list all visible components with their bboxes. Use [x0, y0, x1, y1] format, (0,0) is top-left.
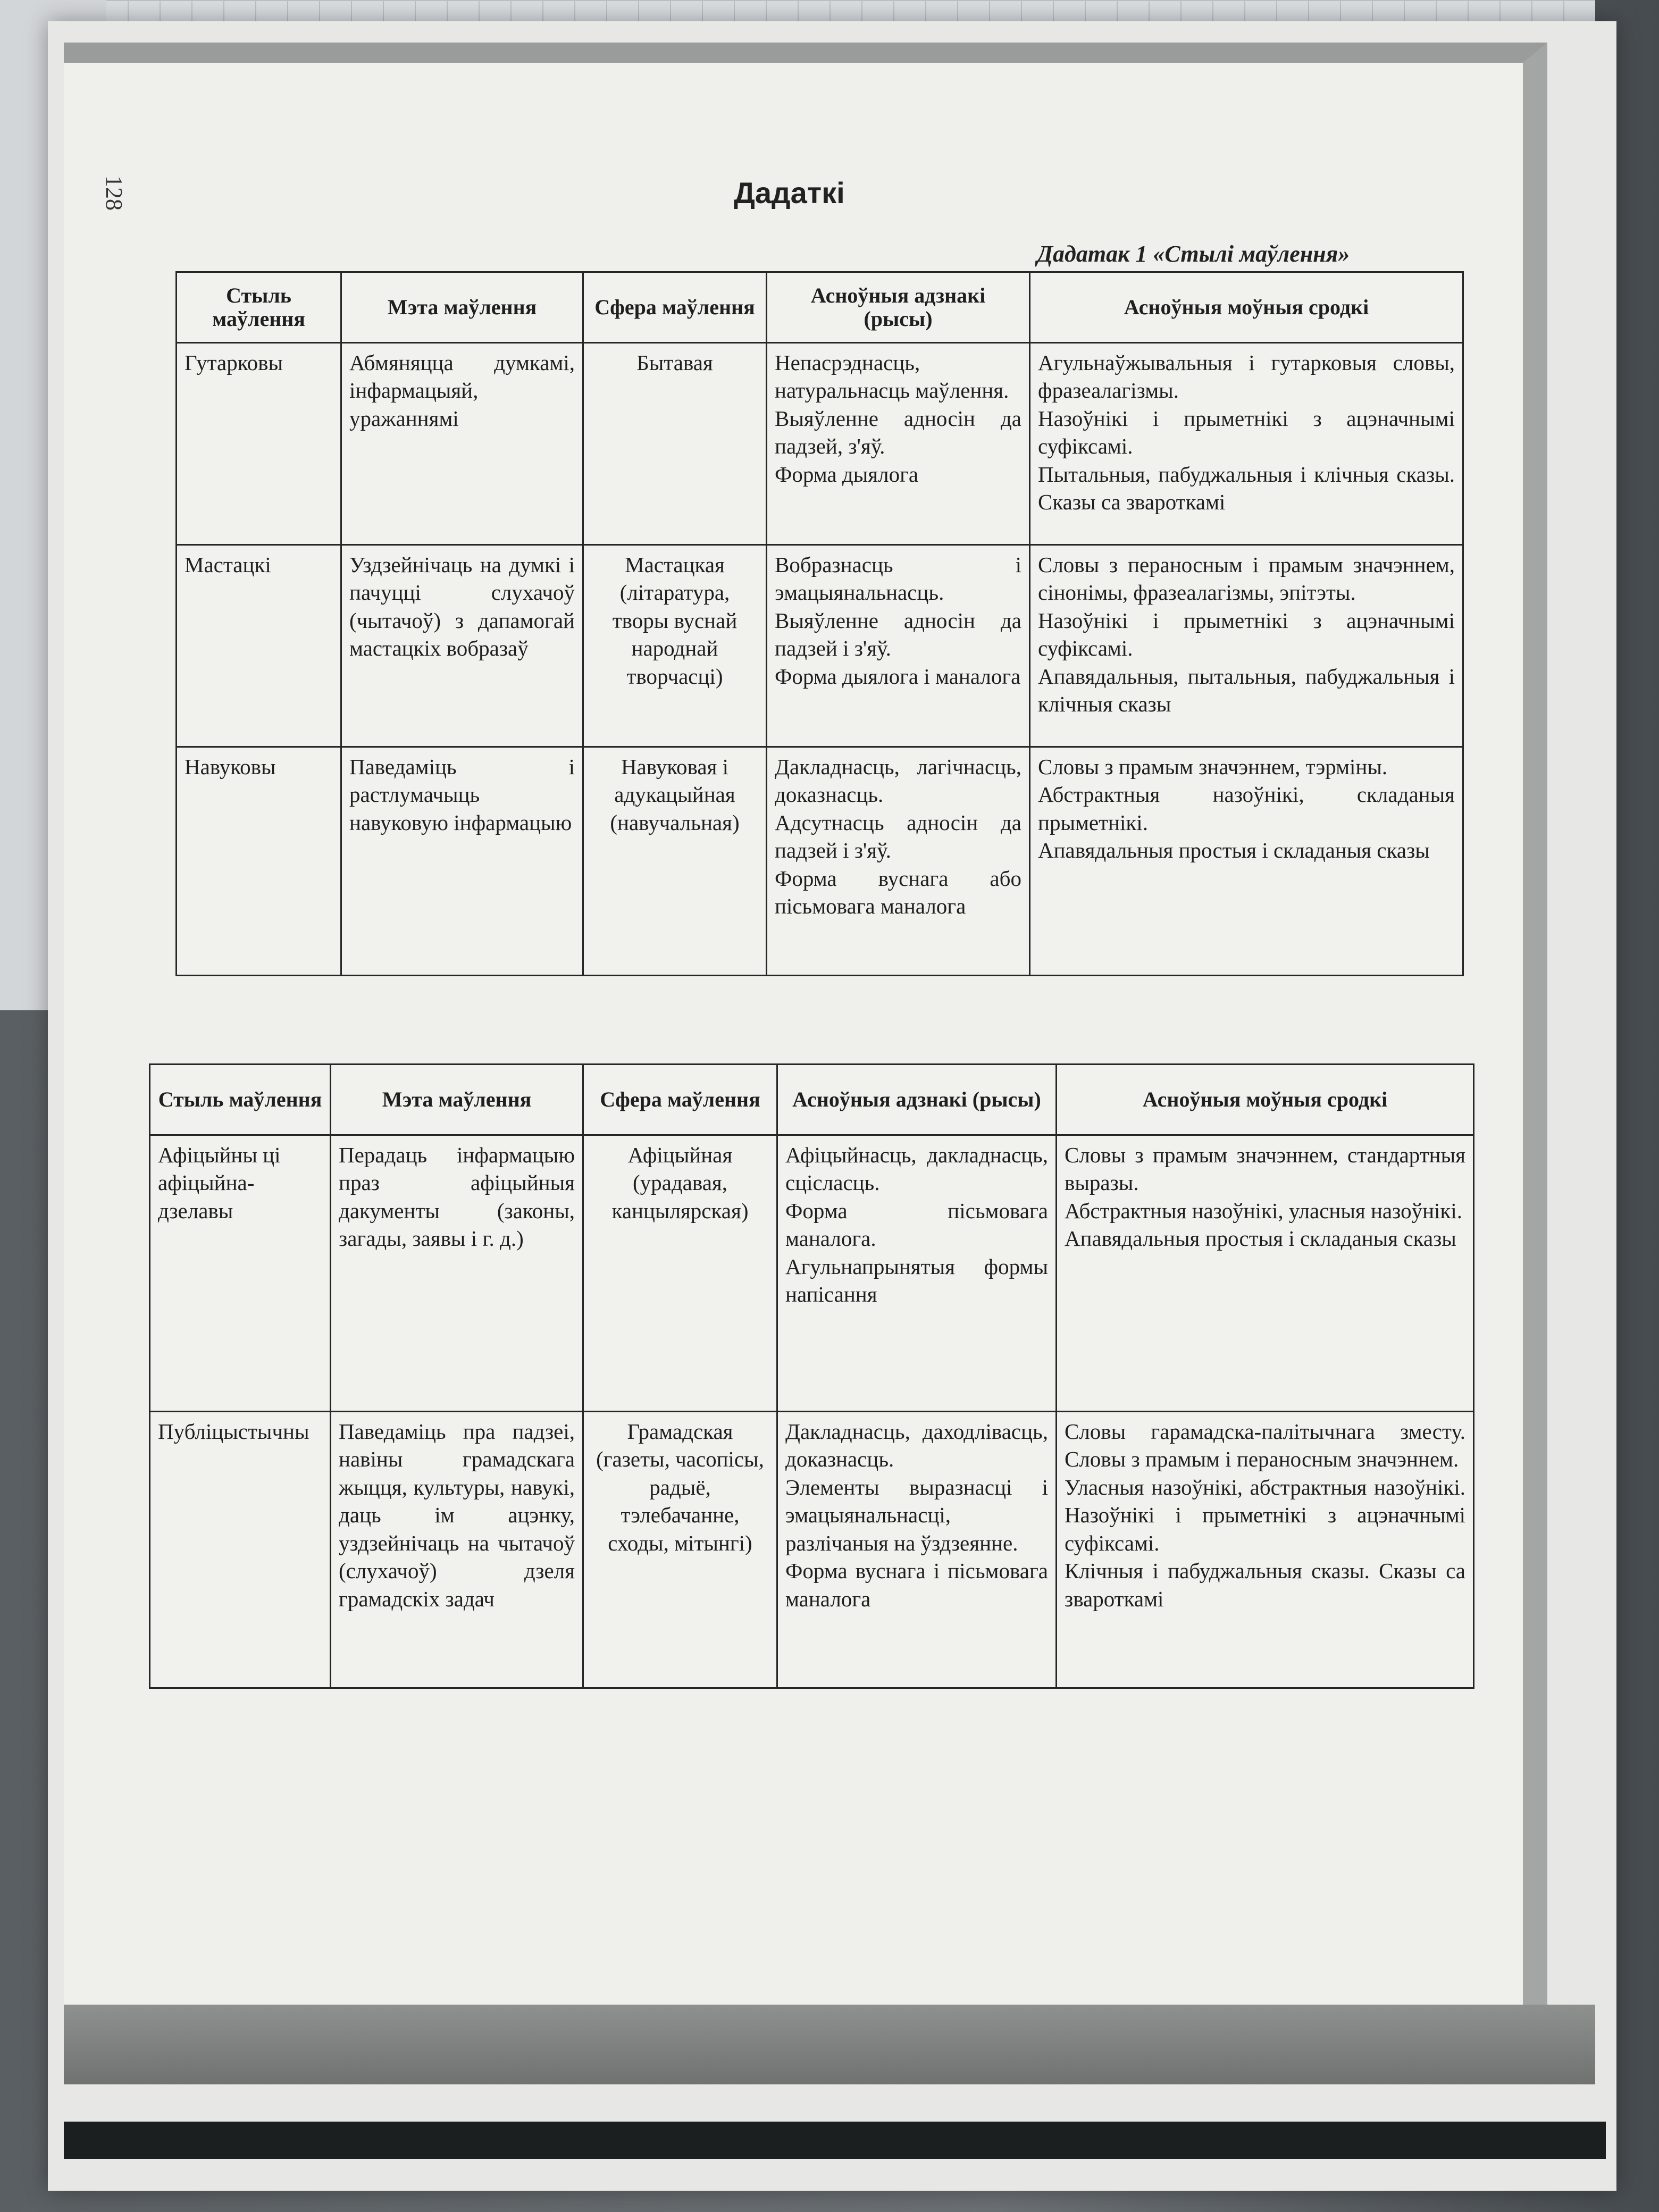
feature-line: Форма дыялога і маналога — [775, 664, 1021, 689]
feature-line: Вобразнасць і эмацыянальнасць. — [775, 552, 1021, 605]
means-line: Апавядальныя, пытальныя, пабуджальныя і клічныя сказы — [1038, 664, 1455, 717]
feature-line: Выяўленне адносін да падзей, з'яў. — [775, 406, 1021, 459]
copy-shadow-strip — [64, 2005, 1595, 2084]
cell-style: Гутарковы — [177, 343, 341, 545]
feature-line: Элементы выразнасці і эмацыянальнасці, разлічаныя на ўздзеянне. — [785, 1474, 1048, 1555]
header-purpose: Мэта маўлення — [331, 1065, 583, 1135]
feature-line: Дакладнасць, даходлівасць, доказнасць. — [785, 1419, 1048, 1472]
means-line: Агульнаўжывальныя і гутарковыя словы, фразеалагізмы. — [1038, 350, 1455, 403]
header-style: Стыль маўлення — [150, 1065, 331, 1135]
cell-purpose: Паведаміць пра падзеі, навіны грамадскага жыцця, культуры, навукі, даць ім ацэнку, уздзейнічаць на чытачоў (слухачоў) дзеля грамадскіх задач — [331, 1412, 583, 1688]
appendix-caption: Дадатак 1 «Стылі маўлення» — [1037, 241, 1350, 267]
cell-means — [1057, 1135, 1474, 1412]
means-line: Словы гарамадска-палітычнага зместу. Словы з прамым і пераносным значэннем. — [1065, 1419, 1465, 1472]
cell-sphere: Афіцыйная (урадавая, канцылярская) — [583, 1135, 777, 1412]
cell-means — [1030, 343, 1463, 545]
table-header-row — [177, 272, 1463, 343]
cell-sphere: Грамадская (газеты, часопісы, радыё, тэлебачанне, сходы, мітынгі) — [583, 1412, 777, 1688]
feature-line: Форма пісьмовага маналога. — [785, 1198, 1048, 1251]
cell-style: Навуковы — [177, 747, 341, 976]
means-line: Абстрактныя назоўнікі, уласныя назоўнікі. — [1065, 1198, 1462, 1223]
header-sphere: Сфера маўлення — [583, 272, 767, 343]
page-number: 128 — [101, 175, 127, 211]
means-line: Назоўнікі і прыметнікі з ацэначнымі суфіксамі. — [1038, 406, 1455, 459]
means-line: Назоўнікі і прыметнікі з ацэначнымі суфіксамі. — [1038, 608, 1455, 661]
feature-line: Афіцыйнасць, дакладнасць, сцісласць. — [785, 1143, 1048, 1195]
header-purpose: Мэта маўлення — [341, 272, 583, 343]
means-line: Апавядальныя простыя і складаныя сказы — [1038, 838, 1430, 863]
cell-means — [1057, 1412, 1474, 1688]
means-line: Словы з пераносным і прамым значэннем, сінонімы, фразеалагізмы, эпітэты. — [1038, 552, 1455, 605]
cell-style: Публіцыстычны — [150, 1412, 331, 1688]
cell-sphere: Навуковая і адукацыйная (навучальная) — [583, 747, 767, 976]
means-line: Клічныя і пабуджальныя сказы. Сказы са звароткамі — [1065, 1559, 1465, 1611]
feature-line: Адсутнасць адносін да падзей і з'яў. — [775, 810, 1021, 863]
feature-line: Форма дыялога — [775, 462, 919, 487]
header-features: Асноўныя адзнакі (рысы) — [777, 1065, 1057, 1135]
table-row — [150, 1412, 1474, 1688]
cell-style: Мастацкі — [177, 545, 341, 747]
cell-means — [1030, 545, 1463, 747]
means-line: Словы з прамым значэннем, стандартныя выразы. — [1065, 1143, 1465, 1195]
means-line: Пытальныя, пабуджальныя і клічныя сказы. Сказы са звароткамі — [1038, 462, 1455, 515]
page-title: Дадаткі — [734, 176, 845, 210]
table-row — [150, 1135, 1474, 1412]
header-means: Асноўныя моўныя сродкі — [1057, 1065, 1474, 1135]
feature-line: Форма вуснага або пісьмовага маналога — [775, 866, 1021, 919]
cell-means — [1030, 747, 1463, 976]
styles-table-1 — [175, 271, 1464, 976]
table-header-row — [150, 1065, 1474, 1135]
feature-line: Непасрэднасць, натуральнасць маўлення. — [775, 350, 1009, 403]
means-line: Абстрактныя назоўнікі, складаныя прыметнікі. — [1038, 782, 1455, 835]
means-line: Словы з прамым значэннем, тэрміны. — [1038, 755, 1388, 779]
table-row — [177, 747, 1463, 976]
cell-sphere: Бытавая — [583, 343, 767, 545]
copy-edge-strip — [64, 2122, 1606, 2159]
cell-purpose: Перадаць інфармацыю праз афіцыйныя дакументы (законы, загады, заявы і г. д.) — [331, 1135, 583, 1412]
header-means: Асноўныя моўныя сродкі — [1030, 272, 1463, 343]
cell-sphere: Мастацкая (літаратура, творы вуснай народнай творчасці) — [583, 545, 767, 747]
cell-features — [777, 1135, 1057, 1412]
means-line: Уласныя назоўнікі, абстрактныя назоўнікі. Назоўнікі і прыметнікі з ацэначнымі суфіксамі. — [1065, 1474, 1465, 1555]
feature-line: Выяўленне адносін да падзей і з'яў. — [775, 608, 1021, 661]
cell-features — [767, 545, 1030, 747]
feature-line: Агульнапрынятыя формы напісання — [785, 1254, 1048, 1307]
means-line: Апавядальныя простыя і складаныя сказы — [1065, 1226, 1456, 1251]
styles-table-2 — [149, 1063, 1474, 1689]
header-style: Стыль маўлення — [177, 272, 341, 343]
header-features: Асноўныя адзнакі (рысы) — [767, 272, 1030, 343]
cell-purpose: Абмяняцца думкамі, інфармацыяй, уражаннямі — [341, 343, 583, 545]
cell-purpose: Уздзейнічаць на думкі і пачуцці слухачоў (чытачоў) з дапамогай мастацкіх вобразаў — [341, 545, 583, 747]
feature-line: Дакладнасць, лагічнасць, доказнасць. — [775, 755, 1021, 807]
header-sphere: Сфера маўлення — [583, 1065, 777, 1135]
cell-features — [767, 747, 1030, 976]
cell-style: Афіцыйны ці афіцыйна-дзелавы — [150, 1135, 331, 1412]
cell-purpose: Паведаміць і растлумачыць навуковую інфармацыю — [341, 747, 583, 976]
table-row — [177, 545, 1463, 747]
cell-features — [777, 1412, 1057, 1688]
cell-features — [767, 343, 1030, 545]
table-row — [177, 343, 1463, 545]
feature-line: Форма вуснага і пісьмовага маналога — [785, 1559, 1048, 1611]
